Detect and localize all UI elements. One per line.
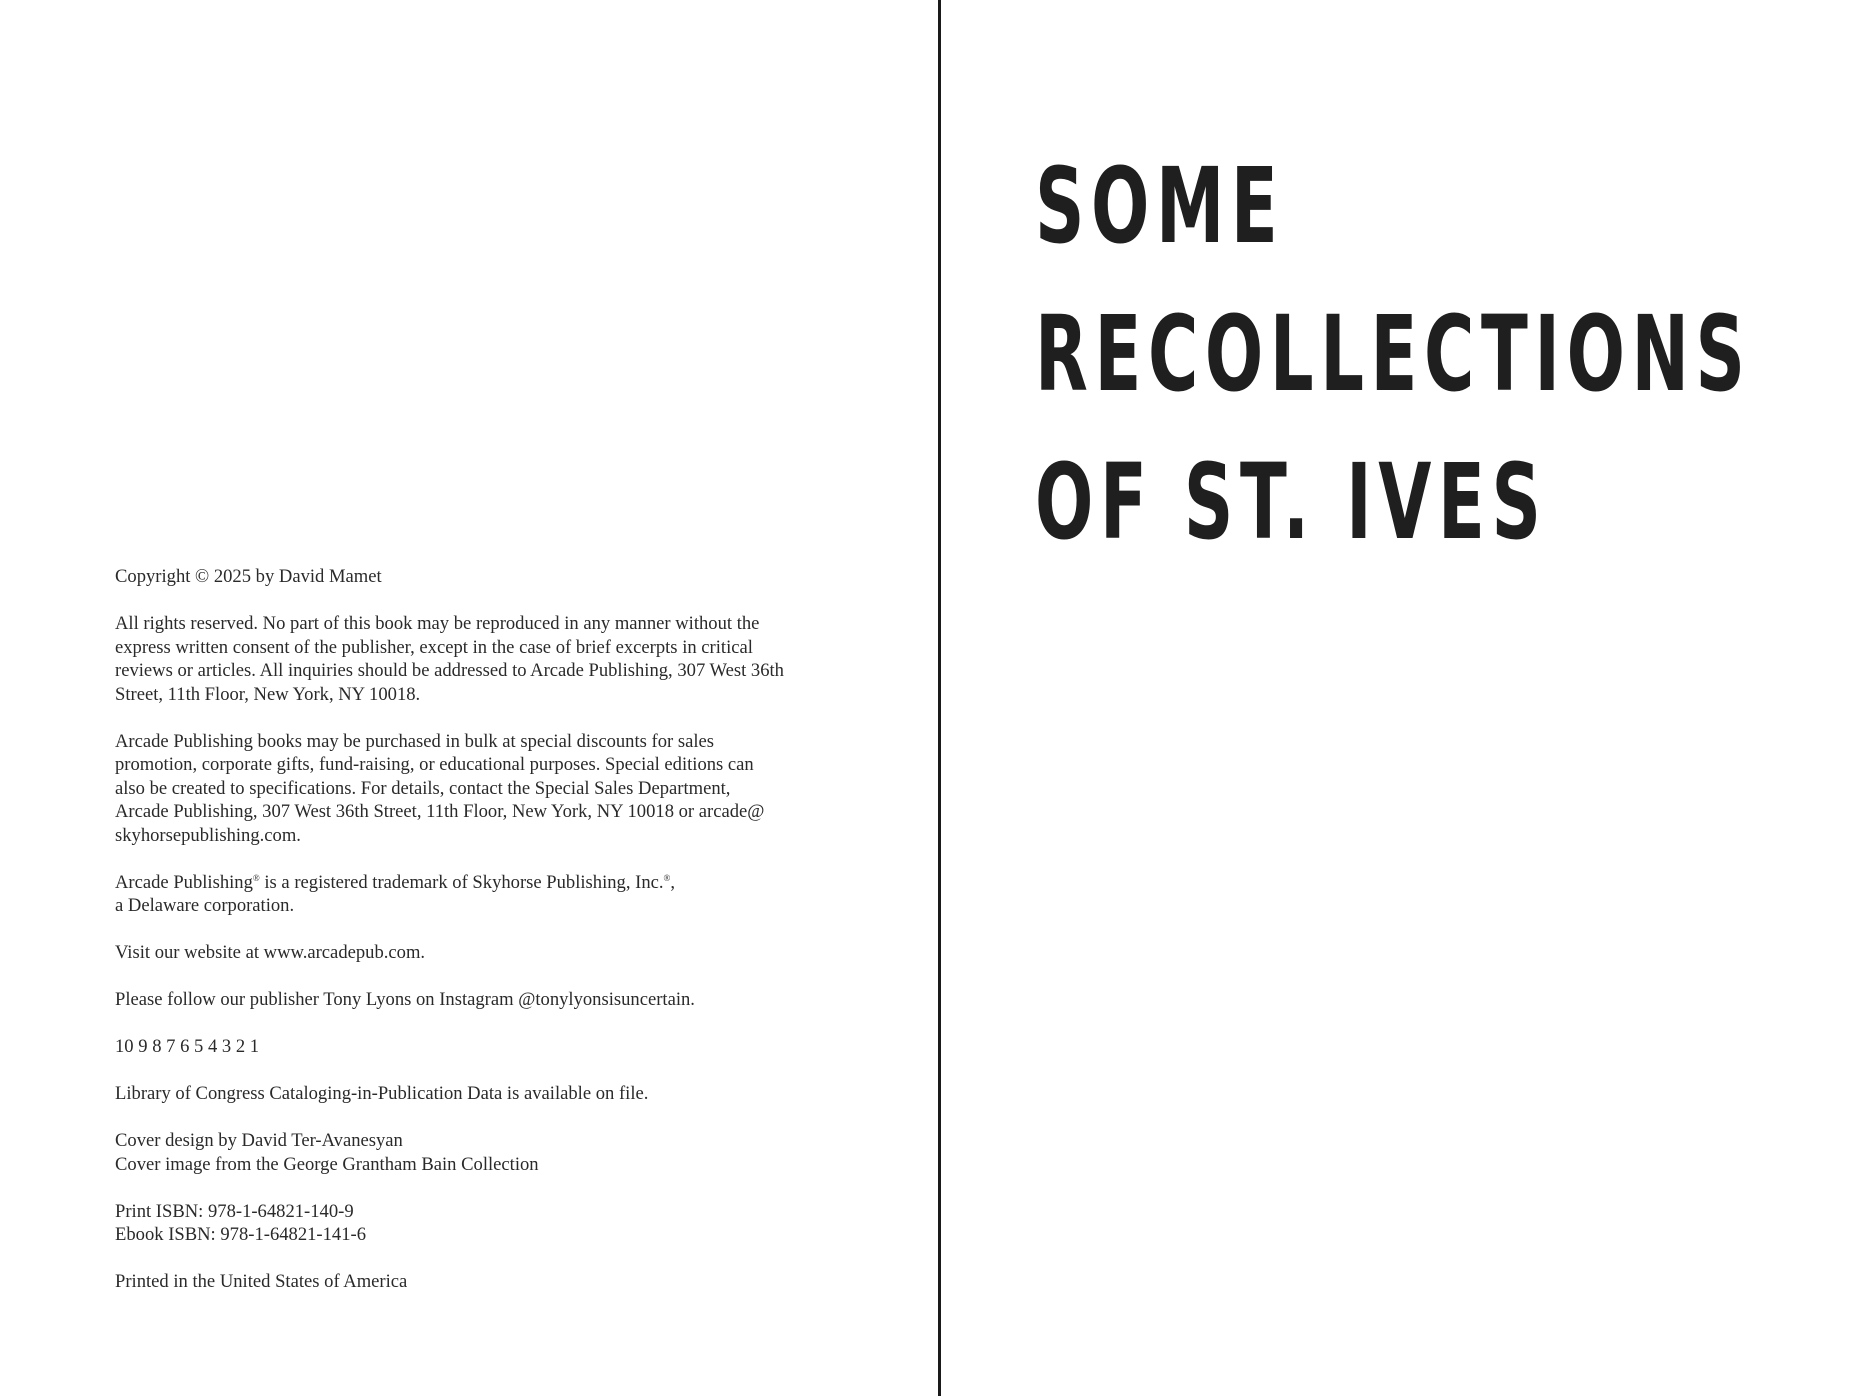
trademark-paragraph	[115, 871, 835, 918]
copyright-text-block	[115, 565, 835, 1317]
printing-number-line: 10 9 8 7 6 5 4 3 2 1	[115, 1036, 260, 1057]
copyright-line: Copyright © 2025 by David Mamet	[115, 566, 382, 587]
trademark-corporation: , a Delaware corporation.	[115, 871, 676, 916]
title-line: RECOLLECTIONS	[1035, 293, 1752, 415]
printed-in-line: Printed in the United States of America	[115, 1271, 408, 1292]
cip-line: Library of Congress Cataloging-in-Publication Data is available on file.	[115, 1083, 649, 1104]
cover-credits: Cover design by David Ter-Avanesyan Cover image from the George Grantham Bain Collection	[115, 1130, 539, 1175]
isbn-lines: Print ISBN: 978-1-64821-140-9 Ebook ISBN: 978-1-64821-141-6	[115, 1200, 366, 1245]
title-line: OF ST. IVES	[1035, 441, 1548, 563]
book-title	[1035, 132, 1752, 576]
registered-mark: ®	[663, 872, 671, 883]
rights-paragraph: All rights reserved. No part of this book may be reproduced in any manner without the express written consent of the publisher, except in the case of brief excerpts in critical reviews or articles. All inquiries should be addressed to Arcade Publishing, 307 West 36th Street, 11th Floor, New York, NY 10018.	[115, 613, 784, 705]
title-page	[941, 0, 1862, 1396]
bulk-sales-paragraph: Arcade Publishing books may be purchased in bulk at special discounts for sales promotion, corporate gifts, fund-raising, or educational purposes. Special editions can also be created to specifications. For details, contact the Special Sales Department, Arcade Publishing, 307 West 36th Street, 11th Floor, New York, NY 10018 or arcade@ skyhorsepublishing.com.	[115, 730, 765, 846]
website-line: Visit our website at www.arcadepub.com.	[115, 942, 426, 963]
registered-mark: ®	[252, 872, 260, 883]
instagram-line: Please follow our publisher Tony Lyons on Instagram @tonylyonsisuncertain.	[115, 989, 695, 1010]
title-line: SOME	[1035, 145, 1285, 267]
trademark-owner: is a registered trademark of Skyhorse Publishing, Inc.	[259, 871, 664, 893]
trademark-publisher: Arcade Publishing	[115, 871, 253, 893]
